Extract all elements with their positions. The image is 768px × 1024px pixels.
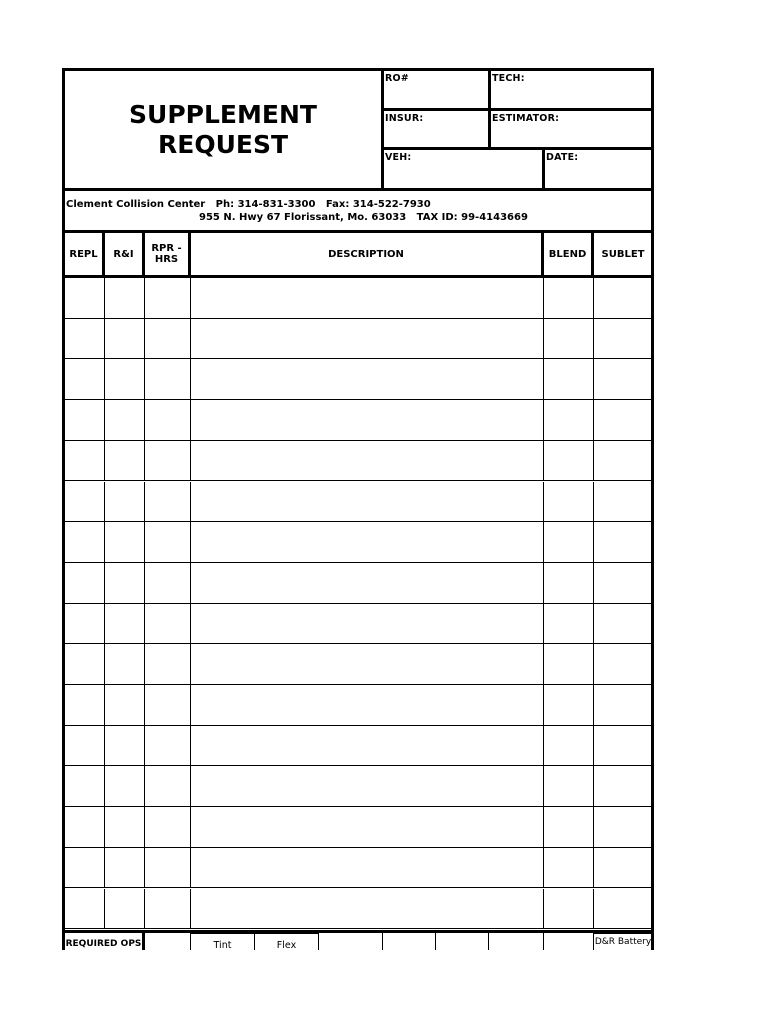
table-row <box>65 604 651 645</box>
ops-cell[interactable] <box>383 933 436 950</box>
table-row <box>65 766 651 807</box>
description-cell[interactable] <box>191 359 544 399</box>
entry-rows <box>65 278 651 930</box>
rpr-hrs-cell[interactable] <box>145 604 191 644</box>
col-header-rpr-hrs <box>145 233 191 275</box>
repl-cell[interactable] <box>65 278 105 318</box>
repl-cell[interactable] <box>65 441 105 481</box>
repl-cell[interactable] <box>65 726 105 766</box>
sublet-cell[interactable] <box>594 604 652 644</box>
description-cell[interactable] <box>191 889 544 929</box>
form-title <box>65 71 381 188</box>
ops-cell[interactable] <box>319 933 383 950</box>
col-header-ri: R&I <box>105 233 145 275</box>
table-row <box>65 726 651 767</box>
ops-cell[interactable] <box>489 933 544 950</box>
col-header-sublet: SUBLET <box>601 248 645 260</box>
ri-cell[interactable] <box>105 441 145 481</box>
col-header-rpr-line1: RPR - <box>151 243 182 254</box>
rpr-hrs-cell[interactable] <box>145 400 191 440</box>
rpr-hrs-cell[interactable] <box>145 685 191 725</box>
blend-cell[interactable] <box>544 685 594 725</box>
sublet-cell[interactable] <box>594 359 652 399</box>
blend-cell[interactable] <box>544 319 594 359</box>
vehicle-field[interactable] <box>384 150 542 188</box>
ri-cell[interactable] <box>105 644 145 684</box>
blend-cell[interactable] <box>544 726 594 766</box>
ro-number-field[interactable] <box>384 71 488 108</box>
table-row <box>65 522 651 563</box>
description-cell[interactable] <box>191 604 544 644</box>
rpr-hrs-cell[interactable] <box>145 644 191 684</box>
ops-cell[interactable] <box>544 933 594 950</box>
ri-cell[interactable] <box>105 685 145 725</box>
sublet-cell[interactable] <box>594 319 652 359</box>
ri-cell[interactable] <box>105 319 145 359</box>
description-cell[interactable] <box>191 441 544 481</box>
rpr-hrs-cell[interactable] <box>145 522 191 562</box>
table-row <box>65 278 651 319</box>
blend-cell[interactable] <box>544 807 594 847</box>
table-row <box>65 685 651 726</box>
ri-cell[interactable] <box>105 482 145 522</box>
description-cell[interactable] <box>191 400 544 440</box>
col-header-description: DESCRIPTION <box>191 233 544 275</box>
blend-cell[interactable] <box>544 482 594 522</box>
ri-cell[interactable] <box>105 400 145 440</box>
sublet-cell[interactable] <box>594 807 652 847</box>
blend-cell[interactable] <box>544 359 594 399</box>
ri-cell[interactable] <box>105 848 145 888</box>
ri-cell[interactable] <box>105 807 145 847</box>
sublet-cell[interactable] <box>594 563 652 603</box>
blend-cell[interactable] <box>544 563 594 603</box>
column-header-row <box>65 233 651 278</box>
insurance-label: INSUR: <box>385 113 424 124</box>
insurance-field[interactable] <box>384 111 488 147</box>
description-cell[interactable] <box>191 807 544 847</box>
repl-cell[interactable] <box>65 359 105 399</box>
sublet-cell[interactable] <box>594 889 652 929</box>
ops-cell[interactable] <box>145 933 191 950</box>
table-row <box>65 319 651 360</box>
estimator-label: ESTIMATOR: <box>492 113 560 124</box>
repl-cell[interactable] <box>65 482 105 522</box>
description-cell[interactable] <box>191 319 544 359</box>
repl-cell[interactable] <box>65 807 105 847</box>
rpr-hrs-cell[interactable] <box>145 359 191 399</box>
sublet-cell[interactable] <box>594 482 652 522</box>
description-cell[interactable] <box>191 726 544 766</box>
repl-cell[interactable] <box>65 604 105 644</box>
form-title-line2: REQUEST <box>157 129 289 159</box>
blend-cell[interactable] <box>544 400 594 440</box>
ops-tint-option[interactable]: Tint <box>191 933 255 950</box>
rpr-hrs-cell[interactable] <box>145 278 191 318</box>
rpr-hrs-cell[interactable] <box>145 726 191 766</box>
sublet-cell[interactable] <box>594 400 652 440</box>
header-fields <box>381 71 651 188</box>
repl-cell[interactable] <box>65 889 105 929</box>
blend-cell[interactable] <box>544 522 594 562</box>
supplement-request-form <box>62 68 654 950</box>
blend-cell[interactable] <box>544 278 594 318</box>
sublet-cell[interactable] <box>594 644 652 684</box>
date-label: DATE: <box>546 152 579 163</box>
col-header-repl: REPL <box>65 233 105 275</box>
table-row <box>65 889 651 930</box>
ro-number-label: RO# <box>385 73 409 84</box>
form-title-line1: SUPPLEMENT <box>129 99 317 129</box>
description-cell[interactable] <box>191 685 544 725</box>
blend-cell[interactable] <box>544 644 594 684</box>
sublet-cell[interactable] <box>594 848 652 888</box>
repl-cell[interactable] <box>65 766 105 806</box>
tech-label: TECH: <box>492 73 525 84</box>
blend-cell[interactable] <box>544 848 594 888</box>
rpr-hrs-cell[interactable] <box>145 807 191 847</box>
tech-field[interactable] <box>491 71 651 108</box>
ops-flex-option[interactable]: Flex <box>255 933 319 950</box>
ri-cell[interactable] <box>105 766 145 806</box>
description-cell[interactable] <box>191 482 544 522</box>
ri-cell[interactable] <box>105 889 145 929</box>
table-row <box>65 482 651 523</box>
table-row <box>65 807 651 848</box>
sublet-cell[interactable] <box>594 278 652 318</box>
ri-cell[interactable] <box>105 604 145 644</box>
sublet-cell[interactable] <box>594 522 652 562</box>
rpr-hrs-cell[interactable] <box>145 563 191 603</box>
table-row <box>65 644 651 685</box>
rpr-hrs-cell[interactable] <box>145 889 191 929</box>
blend-cell[interactable] <box>544 441 594 481</box>
blend-cell[interactable] <box>544 766 594 806</box>
repl-cell[interactable] <box>65 685 105 725</box>
description-cell[interactable] <box>191 278 544 318</box>
company-info <box>65 188 651 233</box>
required-ops-label: REQUIRED OPS <box>65 933 145 950</box>
blend-cell[interactable] <box>544 604 594 644</box>
col-header-rpr-line2: HRS <box>154 254 179 265</box>
required-ops-strip <box>65 930 651 950</box>
description-cell[interactable] <box>191 522 544 562</box>
description-cell[interactable] <box>191 848 544 888</box>
ri-cell[interactable] <box>105 522 145 562</box>
ri-cell[interactable] <box>105 359 145 399</box>
sublet-cell[interactable] <box>594 441 652 481</box>
ri-cell[interactable] <box>105 278 145 318</box>
repl-cell[interactable] <box>65 563 105 603</box>
description-cell[interactable] <box>191 644 544 684</box>
sublet-cell[interactable] <box>594 685 652 725</box>
company-info-line2: 955 N. Hwy 67 Florissant, Mo. 63033 TAX ID: 99-4143669 <box>199 212 528 223</box>
table-row <box>65 400 651 441</box>
table-row <box>65 563 651 604</box>
ops-dr-battery-option[interactable]: D&R Battery <box>594 933 652 950</box>
date-field[interactable] <box>545 150 651 188</box>
sublet-cell[interactable] <box>594 726 652 766</box>
table-row <box>65 441 651 482</box>
description-cell[interactable] <box>191 563 544 603</box>
repl-cell[interactable] <box>65 522 105 562</box>
repl-cell[interactable] <box>65 644 105 684</box>
company-info-line1: Clement Collision Center Ph: 314-831-3300 Fax: 314-522-7930 <box>66 199 431 210</box>
description-cell[interactable] <box>191 766 544 806</box>
rpr-hrs-cell[interactable] <box>145 766 191 806</box>
table-row <box>65 848 651 889</box>
estimator-field[interactable] <box>491 111 651 147</box>
rpr-hrs-cell[interactable] <box>145 848 191 888</box>
rpr-hrs-cell[interactable] <box>145 482 191 522</box>
sublet-cell[interactable] <box>594 766 652 806</box>
repl-cell[interactable] <box>65 848 105 888</box>
repl-cell[interactable] <box>65 400 105 440</box>
repl-cell[interactable] <box>65 319 105 359</box>
ri-cell[interactable] <box>105 563 145 603</box>
col-header-blend: BLEND <box>544 233 594 275</box>
vehicle-label: VEH: <box>385 152 412 163</box>
table-row <box>65 359 651 400</box>
blend-cell[interactable] <box>544 889 594 929</box>
rpr-hrs-cell[interactable] <box>145 319 191 359</box>
ri-cell[interactable] <box>105 726 145 766</box>
rpr-hrs-cell[interactable] <box>145 441 191 481</box>
ops-cell[interactable] <box>436 933 489 950</box>
